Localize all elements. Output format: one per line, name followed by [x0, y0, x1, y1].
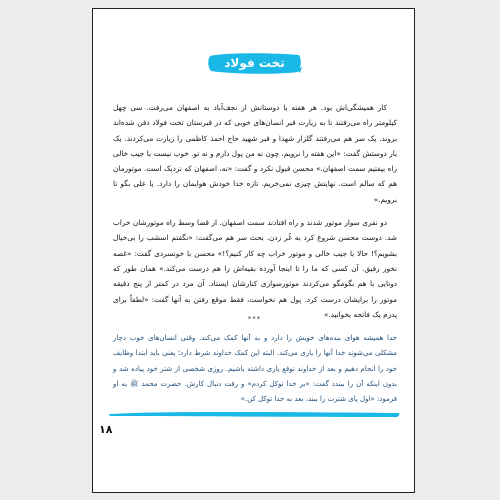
- page-number: ۱۸: [99, 423, 113, 436]
- title-banner: [207, 51, 302, 75]
- brush-underline-icon: [107, 410, 402, 418]
- section-separator: ***: [247, 315, 262, 323]
- paragraph-1: کار همیشگی‌اش بود. هر هفته با دوستانش از نجف‌آباد به اصفهان می‌رفت. سی چهل کیلومتر راه می‌رفتند تا به زیارت قبر انسان‌های خوبی که در قبرستان تخت فولاد دفن شده‌اند بروند. یک سر هم می‌رفتند گلزار شهدا و قبر شهید حاج احمد کاظمی را زیارت می‌کردند. یک بار دوستش گفت: «این هفته را نرویم، چون نه من پول دارم و نه تو. خوب نیست با جیب خالی راه بیفتیم سمت اصفهان.» محسن قبول نکرد و گفت: «نه، اصفهان که نزدیک است. موتورمان هم که سالم است. نهایتش چیزی نمی‌خریم. تازه خدا خودش هوایمان را دارد. یا علی بگو تا برویم.»: [113, 103, 397, 204]
- page-title: تخت فولاد: [224, 56, 285, 70]
- book-page: [92, 8, 415, 493]
- moral-paragraph: خدا همیشه هوای بنده‌های خویش را دارد و به آنها کمک می‌کند. وقتی انسان‌های خوب دچار مشکلی می‌شوند خدا آنها را یاری می‌کند. البته این کمک خداوند شرط دارد؛ یعنی باید ابتدا وظایف خود را انجام دهیم و بعد از خداوند توقع یاری داشته باشیم. روزی شخصی از شتر خود پیاده شد و بدون اینکه آن را ببندد گفت: «بر خدا توکل کردم» و رفت دنبال کارش. حضرت محمد ﷺ به او فرمود: «اول پای شترت را ببند، بعد به خدا توکل کن.»: [113, 334, 397, 404]
- paragraph-2: دو نفری سوار موتور شدند و راه افتادند سمت اصفهان. از قضا وسط راه موتورشان خراب شد. دوست محسن شروع کرد به غُر زدن. بحث سر هم می‌گفت: «نگفتم اسشب را بی‌خیال بشویم؟! حالا با جیب خالی و موتور خراب چه کار کنیم؟!» محسن با خونسردی گفت: «غصه نخور رفیق. آن کسی که ما را تا اینجا آورده بقیه‌اش را هم درست می‌کند.» همان طور که دوتایی با هم بگومگو می‌کردند موتورسواری کنارشان ایستاد. آن مرد در کمتر از پنج دقیقه موتور را برایشان درست کرد. پول هم نخواست، فقط موقع رفتن به آنها گفت: «لطفاً برای پدرم یک فاتحه بخوانید.»: [113, 218, 397, 319]
- moral-text: [113, 331, 397, 407]
- story-text: [113, 100, 397, 322]
